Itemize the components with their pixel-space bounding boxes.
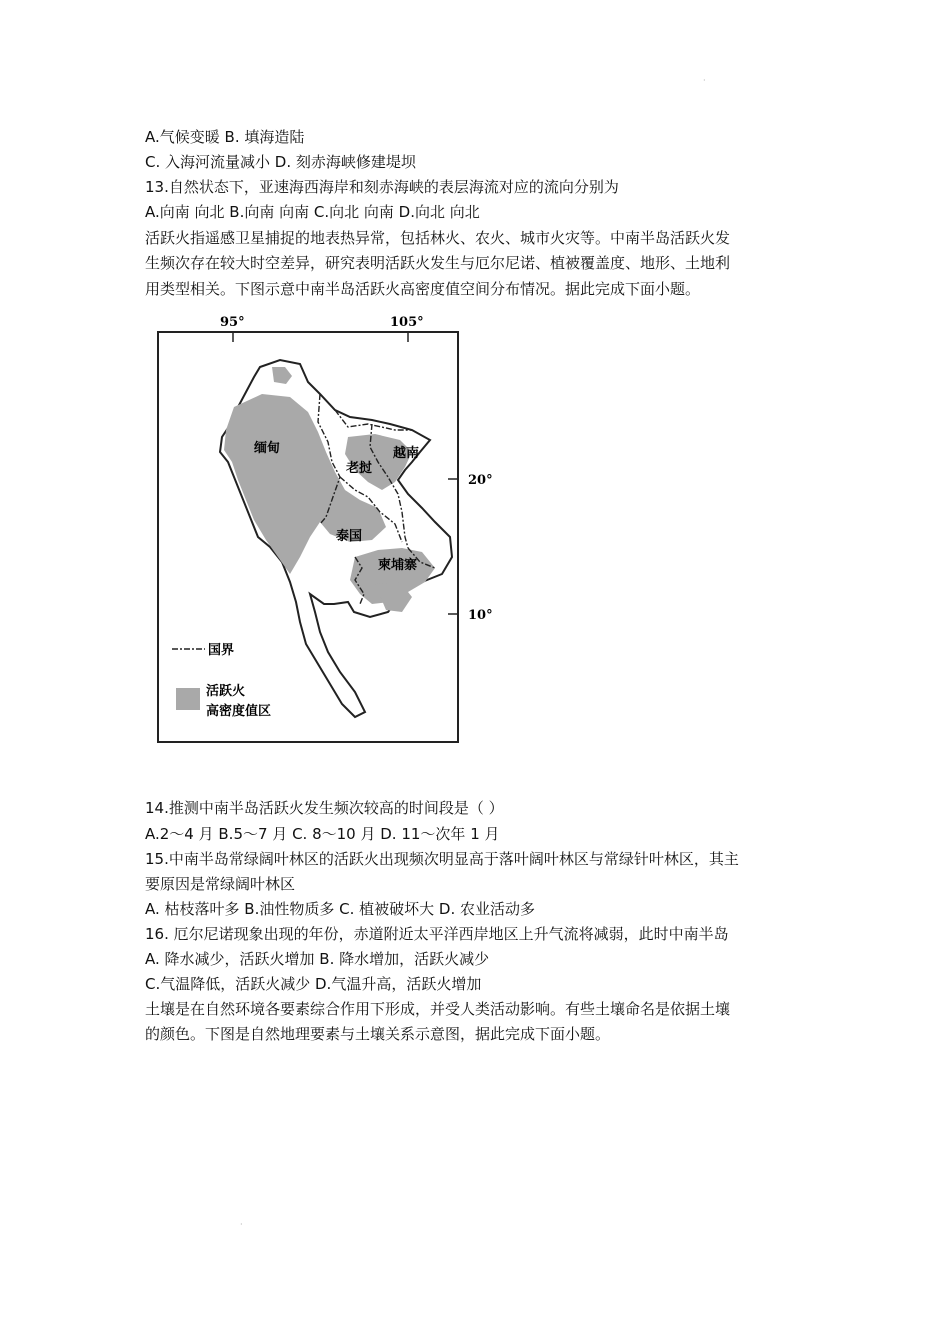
label-thailand: 泰国	[336, 529, 363, 544]
passage1-line1: 活跃火指遥感卫星捕捉的地表热异常，包括林火、农火、城市火灾等。中南半岛活跃火发	[145, 229, 731, 247]
legend-fire-label-2: 高密度值区	[206, 704, 272, 719]
q13-stem: 13.自然状态下，亚速海西海岸和刻赤海峡的表层海流对应的流向分别为	[145, 178, 619, 196]
legend-fire-swatch	[176, 688, 200, 710]
label-laos: 老挝	[346, 461, 373, 476]
passage1-line3: 用类型相关。下图示意中南半岛活跃火高密度值空间分布情况。据此完成下面小题。	[145, 280, 701, 298]
lat-label-10: 10°	[468, 608, 493, 623]
lon-label-105: 105°	[390, 315, 424, 330]
q12-options-line1: A.气候变暖 B. 填海造陆	[145, 128, 305, 146]
label-vietnam: 越南	[393, 446, 420, 461]
legend-fire-label-1: 活跃火	[206, 684, 246, 699]
label-cambodia: 柬埔寨	[378, 558, 418, 573]
indochina-active-fire-map	[150, 312, 530, 752]
q12-options-line2: C. 入海河流量减小 D. 刻赤海峡修建堤坝	[145, 153, 416, 171]
q15-stem-line1: 15.中南半岛常绿阔叶林区的活跃火出现频次明显高于落叶阔叶林区与常绿针叶林区，其主	[145, 850, 739, 868]
q15-stem-line2: 要原因是常绿阔叶林区	[145, 875, 296, 893]
passage2-line2: 的颜色。下图是自然地理要素与土壤关系示意图，据此完成下面小题。	[145, 1025, 611, 1043]
q16-options-line1: A. 降水减少，活跃火增加 B. 降水增加，活跃火减少	[145, 950, 490, 968]
scan-dot: ·	[240, 1220, 243, 1229]
q14-stem: 14.推测中南半岛活跃火发生频次较高的时间段是（ ）	[145, 799, 504, 817]
q16-stem: 16. 厄尔尼诺现象出现的年份，赤道附近太平洋西岸地区上升气流将减弱，此时中南半岛	[145, 925, 729, 943]
passage1-line2: 生频次存在较大时空差异，研究表明活跃火发生与厄尔尼诺、植被覆盖度、地形、土地利	[145, 254, 731, 272]
q16-options-line2: C.气温降低，活跃火减少 D.气温升高，活跃火增加	[145, 975, 482, 993]
lon-label-95: 95°	[220, 315, 245, 330]
label-myanmar: 缅甸	[254, 441, 281, 456]
legend-border-label: 国界	[208, 643, 235, 658]
lat-label-20: 20°	[468, 473, 493, 488]
q14-options: A.2～4 月 B.5～7 月 C. 8～10 月 D. 11～次年 1 月	[145, 825, 500, 843]
passage2-line1: 土壤是在自然环境各要素综合作用下形成，并受人类活动影响。有些土壤命名是依据土壤	[145, 1000, 731, 1018]
scan-dot: ·	[703, 76, 706, 85]
q13-options: A.向南 向北 B.向南 向南 C.向北 向南 D.向北 向北	[145, 203, 480, 221]
q15-options: A. 枯枝落叶多 B.油性物质多 C. 植被破坏大 D. 农业活动多	[145, 900, 535, 918]
